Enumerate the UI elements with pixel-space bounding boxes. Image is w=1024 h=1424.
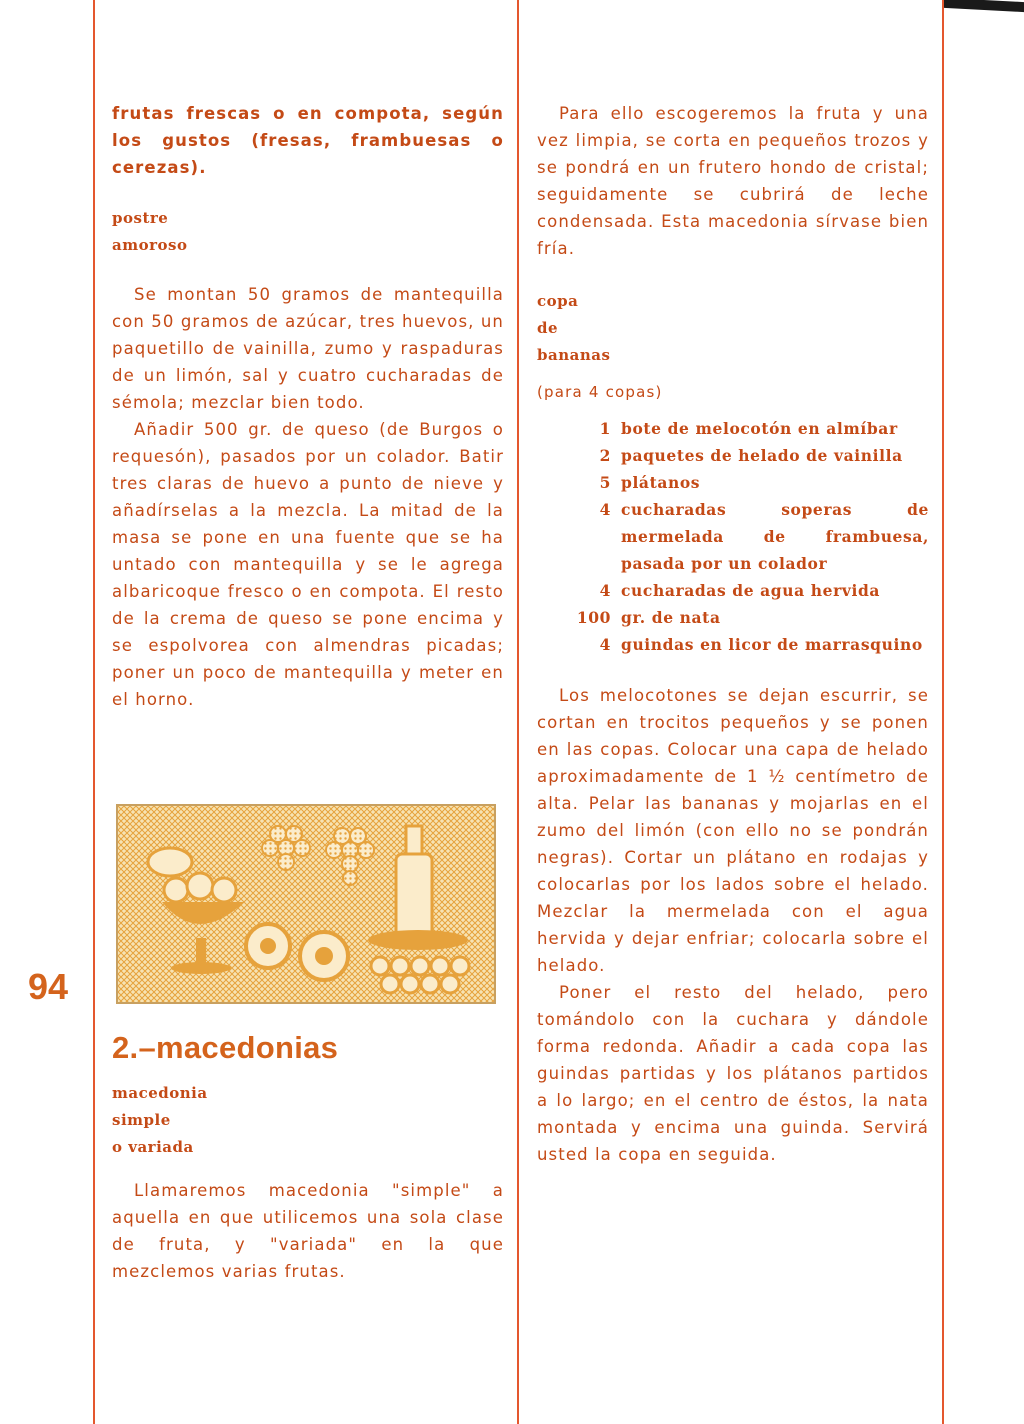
ingredient-item: 4 cucharadas soperas de mermelada de frambuesa, pasada por un colador [599,500,929,573]
left-column-lower [112,1030,504,1285]
postre-paragraph-2: Añadir 500 gr. de queso (de Burgos o requesón), pasados por un colador. Batir tres claras de huevo a punto de nieve y añadírselas a la mezcla. La mitad de la masa se pone en una fuente que se ha untado con mantequilla y se le agrega albaricoque fresco o en compota. El resto de la crema de queso se pone encima y se espolvorea con almendras picadas; poner un poco de mantequilla y meter en el horno. [112,420,504,709]
ingredient-item: 4 guindas en licor de marrasquino [599,635,923,654]
recipe-title-line: postre [112,209,169,227]
recipe-title-line: o variada [112,1138,194,1156]
corner-mark [944,0,1024,12]
left-margin-rule [93,0,95,1424]
right-margin-rule [942,0,944,1424]
recipe-title-macedonia [112,1080,504,1161]
recipe-title-postre-amoroso [112,205,504,259]
copa-paragraph-1: Los melocotones se dejan escurrir, se cortan en trocitos pequeños y se ponen en las copas. Colocar una capa de helado aproximadamente de 1 ½ centímetro de alta. Pelar las bananas y mojarlas en el zumo del limón (con ello no se pondrán negras). Cortar un plátano en rodajas y colocarlas por los lados sobre el helado. Mezclar la mermelada con el agua hervida y dejar enfriar; colocarla sobre el helado. [537,686,929,975]
recipe-title-copa-de-bananas [537,288,929,369]
fruit-still-life-illustration [116,804,496,1004]
right-intro-paragraph: Para ello escogeremos la fruta y una vez limpia, se corta en pequeños trozos y se pondrá en un frutero hondo de cristal; seguidamente se cubrirá de leche condensada. Esta macedonia sírvase bien fría. [537,104,929,258]
ingredient-list [537,415,929,658]
recipe-title-line: simple [112,1111,171,1129]
copa-paragraph-2: Poner el resto del helado, pero tomándolo con la cuchara y dándole forma redonda. Añadir a cada copa las guindas partidas y los plátanos partidos a lo largo; en el centro de éstos, la nata montada y encima una guinda. Servirá usted la copa en seguida. [537,983,929,1164]
recipe-title-line: amoroso [112,236,188,254]
page-number: 94 [28,966,69,1007]
servings-note: (para 4 copas) [537,383,663,401]
section-title: 2.–macedonias [112,1030,339,1065]
recipe-title-line: macedonia [112,1084,208,1102]
ingredient-item: 5 plátanos [599,473,701,492]
recipe-title-line: de [537,319,559,337]
left-column [112,100,504,713]
intro-paragraph: frutas frescas o en compota, según los gustos (fresas, frambuesas o cerezas). [112,104,504,177]
macedonia-paragraph: Llamaremos macedonia "simple" a aquella en que utilicemos una sola clase de fruta, y "variada" en la que mezclemos varias frutas. [112,1181,504,1281]
recipe-title-line: copa [537,292,579,310]
illustration-graphic [118,806,494,1002]
postre-paragraph-1: Se montan 50 gramos de mantequilla con 50 gramos de azúcar, tres huevos, un paquetillo de vainilla, zumo y raspaduras de un limón, sal y cuatro cucharadas de sémola; mezclar bien todo. [112,285,504,412]
center-column-rule [517,0,519,1424]
right-column [537,100,929,1168]
recipe-title-line: bananas [537,346,611,364]
ingredient-item: 1 bote de melocotón en almíbar [599,419,898,438]
ingredient-item: 100 gr. de nata [576,608,721,627]
ingredient-item: 4 cucharadas de agua hervida [599,581,881,600]
ingredient-item: 2 paquetes de helado de vainilla [599,446,903,465]
